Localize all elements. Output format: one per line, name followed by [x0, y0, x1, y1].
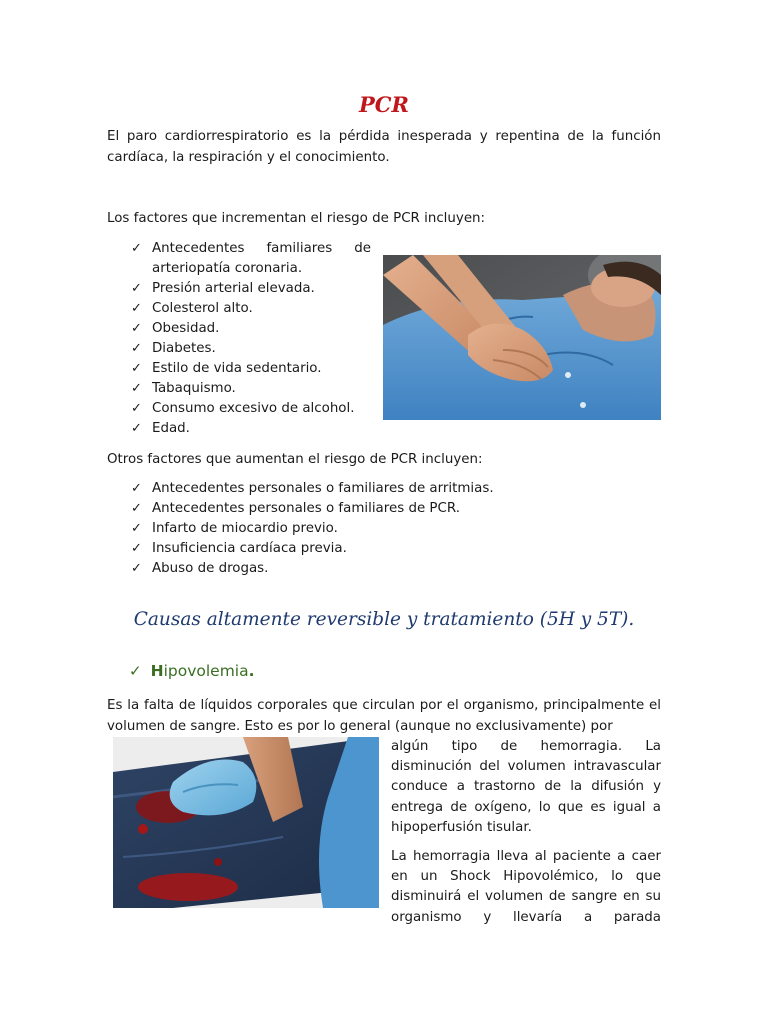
check-icon: ✓ — [131, 321, 142, 336]
page-title: PCR — [359, 92, 409, 117]
list-item: ✓ Abuso de drogas. — [129, 559, 549, 579]
list-item: ✓ Infarto de miocardio previo. — [129, 519, 549, 539]
hipovolemia-paragraph-1: Es la falta de líquidos corporales que circulan por el organismo, principalmente el volumen de sangre. Esto es por lo general (aunque no exclusivamente) por — [107, 698, 661, 734]
risk-factors-list — [129, 239, 371, 439]
causes-heading: Causas altamente reversible y tratamiento (5H y 5T). — [133, 609, 635, 630]
list-item: ✓ Estilo de vida sedentario. — [129, 359, 371, 379]
check-icon: ✓ — [131, 361, 142, 376]
list-item: ✓ Tabaquismo. — [129, 379, 371, 399]
check-icon: ✓ — [131, 341, 142, 356]
check-icon: ✓ — [131, 481, 142, 496]
hemorrhage-photo — [113, 737, 379, 908]
check-icon: ✓ — [131, 301, 142, 316]
check-icon: ✓ — [131, 241, 142, 256]
check-icon: ✓ — [131, 561, 142, 576]
list-item: ✓ Antecedentes familiares de arteriopatía coronaria. — [131, 241, 371, 276]
list-item: ✓ Presión arterial elevada. — [129, 279, 371, 299]
list-item: ✓ Diabetes. — [129, 339, 371, 359]
check-icon: ✓ — [129, 662, 142, 680]
hipovolemia-heading: ✓ Hipovolemia. — [129, 662, 255, 680]
list-item: ✓ Antecedentes personales o familiares de PCR. — [129, 499, 549, 519]
check-icon: ✓ — [131, 501, 142, 516]
check-icon: ✓ — [131, 281, 142, 296]
cpr-photo — [383, 255, 661, 420]
list-item: ✓ Colesterol alto. — [129, 299, 371, 319]
list-item: ✓ Obesidad. — [129, 319, 371, 339]
other-factors-heading: Otros factores que aumentan el riesgo de PCR incluyen: — [107, 452, 483, 467]
intro-paragraph: El paro cardiorrespiratorio es la pérdida inesperada y repentina de la función cardíaca, la respiración y el conocimiento. — [107, 129, 661, 165]
check-icon: ✓ — [131, 421, 142, 436]
list-item: ✓ Insuficiencia cardíaca previa. — [129, 539, 549, 559]
list-item: ✓ Consumo excesivo de alcohol. — [129, 399, 371, 419]
hipovolemia-paragraph-2: algún tipo de hemorragia. La disminución del volumen intravascular conduce a trastorno de la difusión y entrega de oxígeno, lo que es igual a hipoperfusión tisular. — [391, 739, 661, 835]
other-factors-list — [129, 479, 549, 579]
check-icon: ✓ — [131, 541, 142, 556]
check-icon: ✓ — [131, 401, 142, 416]
list-item: ✓ Edad. — [129, 419, 371, 439]
list-item: ✓ Antecedentes personales o familiares de arritmias. — [129, 479, 549, 499]
hipovolemia-paragraph-3: La hemorragia lleva al paciente a caer en un Shock Hipovolémico, lo que disminuirá el volumen de sangre en su organismo y llevaría a parada — [391, 849, 661, 925]
check-icon: ✓ — [131, 381, 142, 396]
risk-factors-heading: Los factores que incrementan el riesgo de PCR incluyen: — [107, 211, 486, 226]
check-icon: ✓ — [131, 521, 142, 536]
